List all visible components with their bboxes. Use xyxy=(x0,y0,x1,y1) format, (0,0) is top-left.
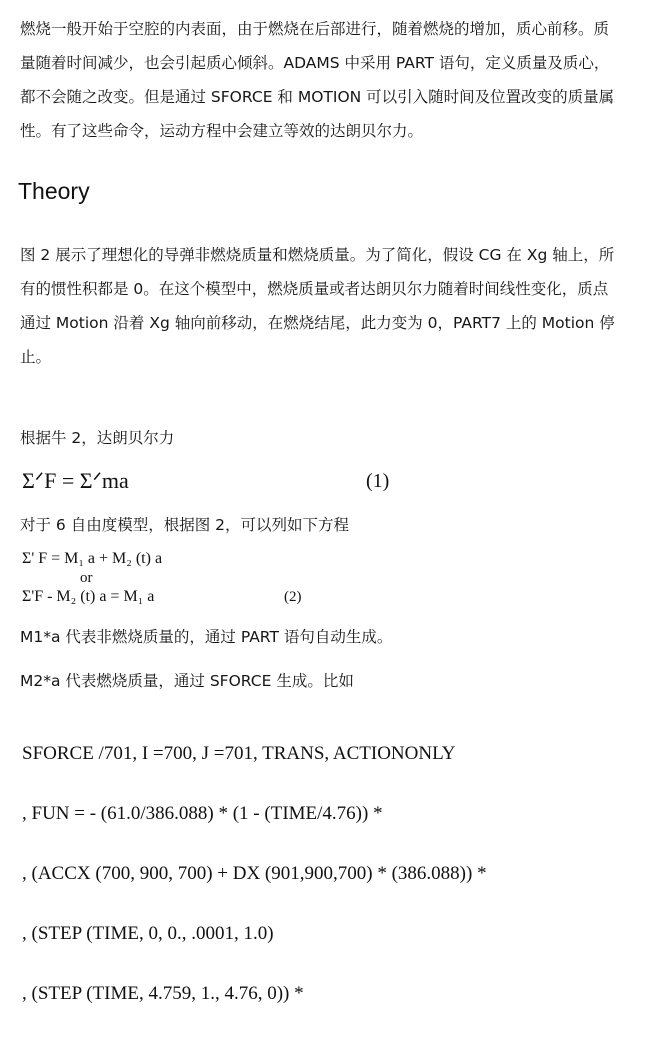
equation-1-number: (1) xyxy=(366,470,390,492)
equation-2-line-2: Σ'F - M₂ (t) a = M₁ a xyxy=(22,588,155,605)
theory-paragraph-5: M2*a 代表燃烧质量，通过 SFORCE 生成。比如 xyxy=(20,672,354,690)
equation-2-or: or xyxy=(80,570,93,586)
theory-paragraph-1: 图 2 展示了理想化的导弹非燃烧质量和燃烧质量。为了简化，假设 CG 在 Xg 轴上，所有的惯性积都是 0。在这个模型中，燃烧质量或者达朗贝尔力随着时间线性变化，质点通过 Motion 沿着 Xg 轴向前移动，在燃烧结尾，此力变为 0，PART7 上的 Motion 停止。 xyxy=(20,246,615,366)
theory-paragraph-3: 对于 6 自由度模型，根据图 2，可以列如下方程 xyxy=(20,516,350,534)
section-heading: Theory xyxy=(18,178,90,204)
code-line: , (STEP (TIME, 0, 0., .0001, 1.0) xyxy=(22,923,274,944)
theory-paragraph-2: 根据牛 2，达朗贝尔力 xyxy=(20,429,175,447)
code-line: , FUN = - (61.0/386.088) * (1 - (TIME/4.76)) * xyxy=(22,803,383,824)
code-line: , (ACCX (700, 900, 700) + DX (901,900,700) * (386.088)) * xyxy=(22,863,487,884)
equation-2-line-1: Σ' F = M₁ a + M₂ (t) a xyxy=(22,550,163,567)
code-line: SFORCE /701, I =700, J =701, TRANS, ACTIONONLY xyxy=(22,743,456,764)
code-line: , (STEP (TIME, 4.759, 1., 4.76, 0)) * xyxy=(22,983,304,1004)
intro-paragraph: 燃烧一般开始于空腔的内表面，由于燃烧在后部进行，随着燃烧的增加，质心前移。质量随着时间减少，也会引起质心倾斜。ADAMS 中采用 PART 语句，定义质量及质心，都不会随之改变。但是通过 SFORCE 和 MOTION 可以引入随时间及位置改变的质量属性。有了这些命令，运动方程中会建立等效的达朗贝尔力。 xyxy=(20,20,615,140)
equation-2-number: (2) xyxy=(284,589,302,605)
equation-1: ΣᐟF = Σᐟma xyxy=(22,468,129,493)
theory-paragraph-4: M1*a 代表非燃烧质量的，通过 PART 语句自动生成。 xyxy=(20,628,393,646)
code-block xyxy=(22,704,487,1044)
